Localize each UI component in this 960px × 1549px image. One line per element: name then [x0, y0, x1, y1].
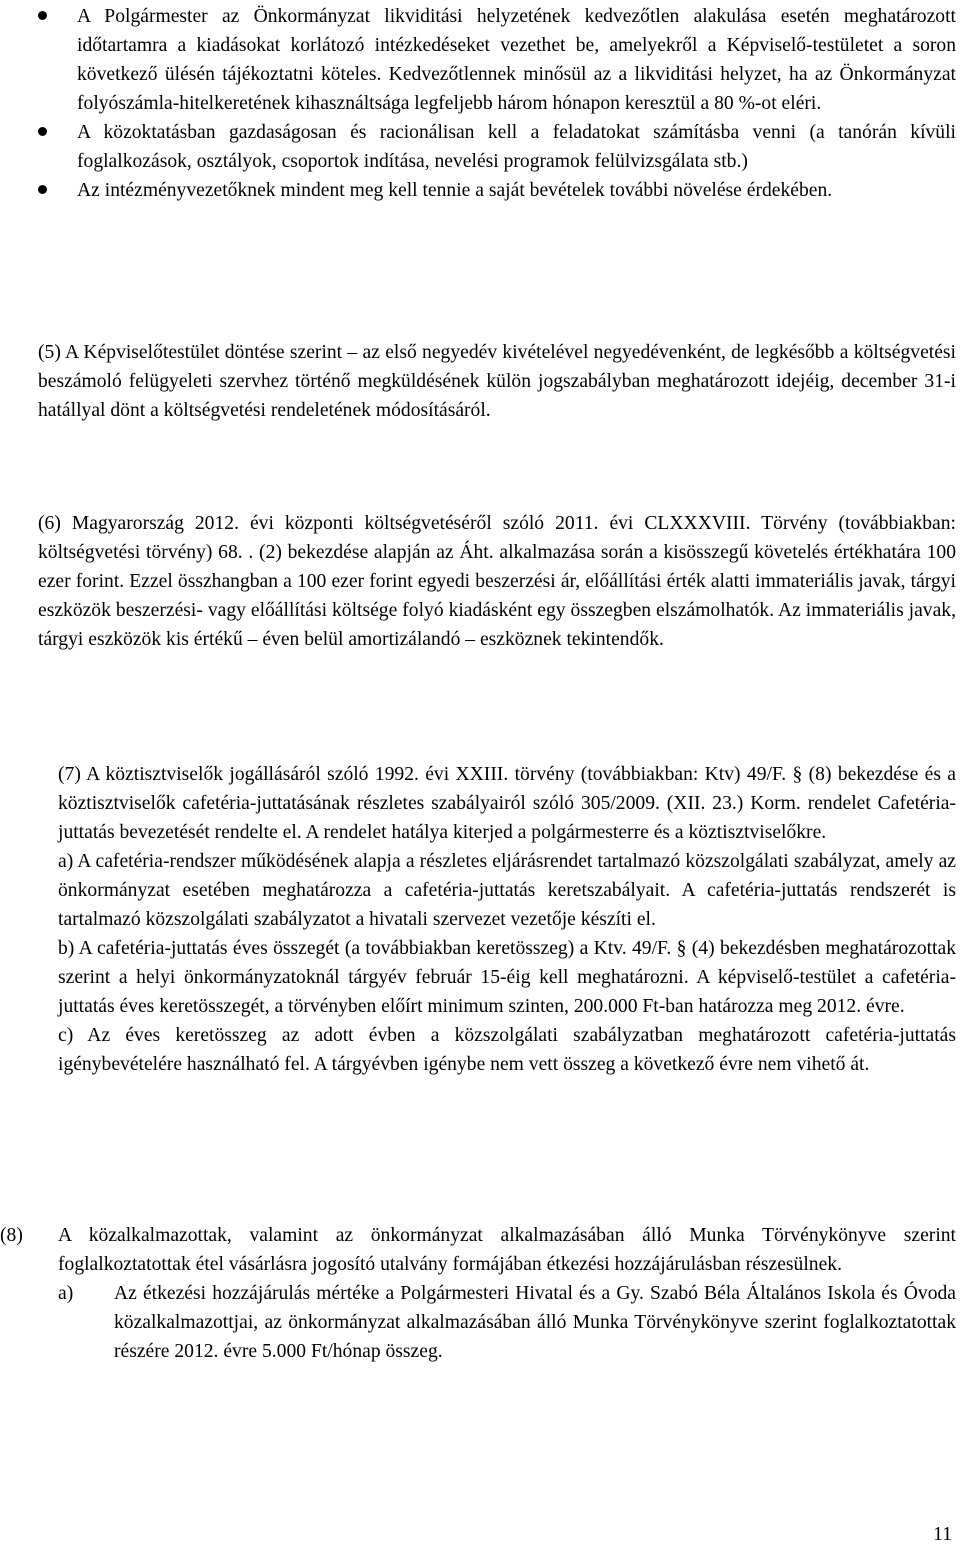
paragraph-5: (5) A Képviselőtestület döntése szerint – az első negyedév kivételével negyedévenként, de legkésőbb a költségvetési beszámoló felügyeleti szervhez történő megküldésének külön jogszabályban meghatározott idejéig, december 31-i hatállyal dönt a költségvetési rendeletének módosításáról.: [38, 342, 956, 421]
bullet-text: Az intézményvezetőknek mindent meg kell tennie a saját bevételek további növelése érdekében.: [77, 180, 833, 201]
section-7-intro: (7) A köztisztviselők jogállásáról szóló 1992. évi XXIII. törvény (továbbiakban: Ktv) 49/F. § (8) bekezdése és a köztisztviselők cafetéria-juttatásának részletes szabályairól szóló 305/2009. (XII. 23.) Korm. rendelet Cafetéria-juttatás bevezetését rendelte el. A rendelet hatálya kiterjed a polgármesterre és a köztisztviselőkre.: [58, 764, 956, 843]
bullet-icon: [38, 185, 47, 194]
section-8-text: A közalkalmazottak, valamint az önkormányzat alkalmazásában álló Munka Törvénykönyve szerint foglalkoztatottak étel vásárlásra jogosító utalvány formájában étkezési hozzájárulásban részesülnek.: [58, 1225, 956, 1275]
section-8-item-a: [58, 1279, 956, 1366]
paragraph-6: (6) Magyarország 2012. évi központi költségvetéséről szóló 2011. évi CLXXXVIII. Törvény (továbbiakban: költségvetési törvény) 68. . (2) bekezdése alapján az Áht. alkalmazása során a kisösszegű követelés értékhatára 100 ezer forint. Ezzel összhangban a 100 ezer forint egyedi beszerzési ár, előállítási érték alatti immateriális javak, tárgyi eszközök beszerzési- vagy előállítási költsége folyó kiadásként egy összegben elszámolhatók. Az immateriális javak, tárgyi eszközök kis értékű – éven belül amortizálandó – eszköznek tekintendők.: [38, 513, 956, 650]
bullet-icon: [38, 11, 47, 20]
bullet-text: A Polgármester az Önkormányzat likviditási helyzetének kedvezőtlen alakulása esetén meghatározott időtartamra a kiadásokat korlátozó intézkedéseket vezethet be, amelyekről a Képviselő-testületet a soron következő ülésén tájékoztatni köteles. Kedvezőtlennek minősül az a likviditási helyzet, ha az Önkormányzat folyószámla-hitelkeretének kihasználtsága legfeljebb három hónapon keresztül a 80 %-ot eléri.: [77, 6, 956, 114]
section-8-head: [0, 1221, 956, 1279]
list-item: [38, 2, 956, 118]
bullet-icon: [38, 127, 47, 136]
section-8-number: (8): [0, 1225, 23, 1246]
list-item: [38, 176, 956, 205]
bullet-list: [38, 2, 956, 205]
section-8-item-a-label: a): [58, 1283, 74, 1304]
bullet-text: A közoktatásban gazdaságosan és racionálisan kell a feladatokat számításba venni (a tanórán kívüli foglalkozások, osztályok, csoportok indítása, nevelési programok felülvizsgálata stb.): [77, 122, 956, 172]
page-number: 11: [933, 1524, 952, 1545]
section-8: [0, 1221, 956, 1366]
section-7: [58, 760, 956, 1079]
section-8-item-a-text: Az étkezési hozzájárulás mértéke a Polgármesteri Hivatal és a Gy. Szabó Béla Általános Iskola és Óvoda közalkalmazottjai, az önkormányzat alkalmazásában álló Munka Törvénykönyve szerint foglalkoztatottak részére 2012. évre 5.000 Ft/hónap összeg.: [114, 1283, 956, 1362]
section-7-item-b: b) A cafetéria-juttatás éves összegét (a továbbiakban keretösszeg) a Ktv. 49/F. § (4) bekezdésben meghatározottak szerint a helyi önkormányzatoknál tárgyév február 15-éig kell meghatározni. A képviselő-testület a cafetéria-juttatás éves keretösszegét, a törvényben előírt minimum szinten, 200.000 Ft-ban határozza meg 2012. évre.: [58, 938, 956, 1017]
section-7-item-c: c) Az éves keretösszeg az adott évben a közszolgálati szabályzatban meghatározott cafetéria-juttatás igénybevételére használható fel. A tárgyévben igénybe nem vett összeg a következő évre nem vihető át.: [58, 1025, 956, 1075]
section-7-item-a: a) A cafetéria-rendszer működésének alapja a részletes eljárásrendet tartalmazó közszolgálati szabályzat, amely az önkormányzat esetében meghatározza a cafetéria-juttatás keretszabályait. A cafetéria-juttatás rendszerét is tartalmazó közszolgálati szabályzatot a hivatali szervezet vezetője készíti el.: [58, 851, 956, 930]
list-item: [38, 118, 956, 176]
